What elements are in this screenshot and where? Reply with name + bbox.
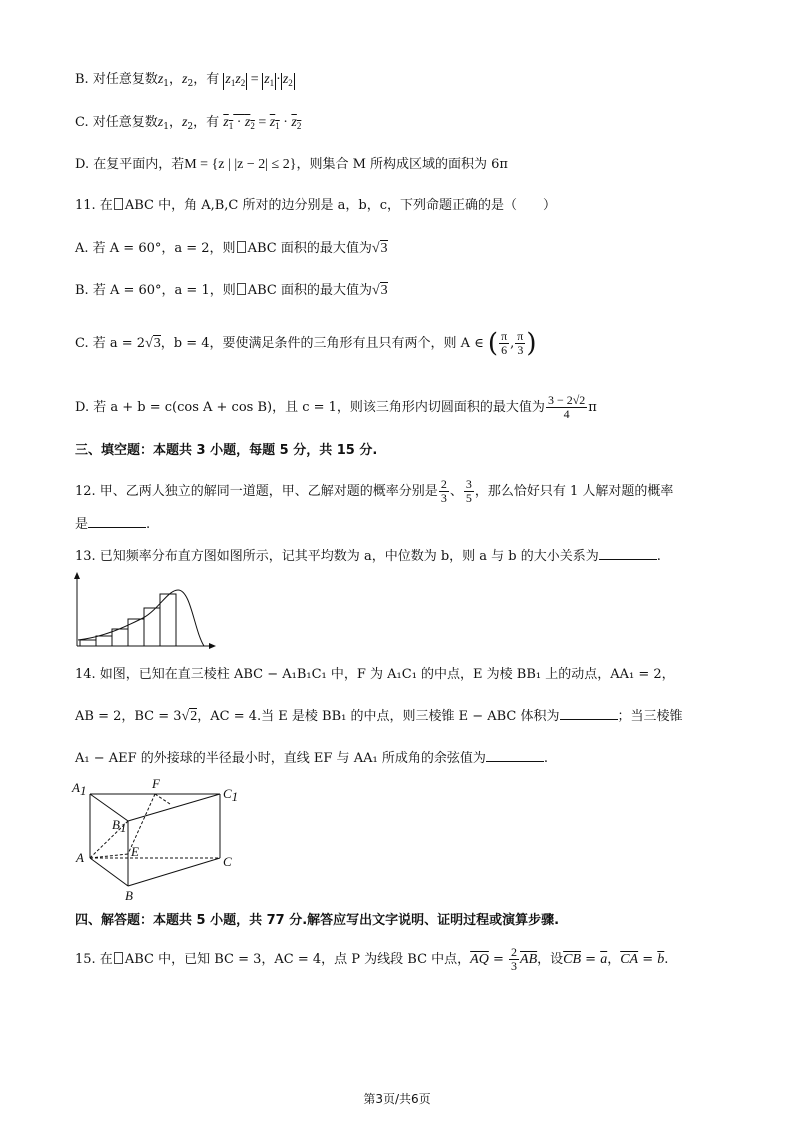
q12-text-a: 12. 甲、乙两人独立的解同一道题，甲、乙解对题的概率分别是	[75, 484, 438, 499]
q14-l3a: A₁ − AEF 的外接球的半径最小时，直线 EF 与 AA₁ 所成角的余弦值为	[75, 751, 486, 766]
label-f: F	[152, 776, 160, 791]
vector-ab: $\overline{AB}$	[520, 952, 538, 967]
y-axis-arrow-icon	[74, 572, 80, 579]
edge-b1-c1	[128, 794, 220, 821]
period: .	[543, 751, 548, 766]
option-d	[75, 155, 508, 175]
q11-text: ABC 中，角 A,B,C 所对的边分别是 a，b，c，下列命题正确的是（ ）	[124, 198, 556, 213]
pi: π	[588, 400, 597, 415]
frac-den: 3	[440, 491, 447, 505]
frac-den: 4	[563, 407, 570, 421]
option-c: C. 对任意复数$z_1$，$z_2$，有 $z_1 \cdot z_2 = z_1 \cdot z_2$	[75, 115, 302, 132]
vector-b: $\overline{b}$	[657, 952, 665, 967]
vector-aq: $\overline{AQ}$	[470, 952, 489, 967]
segment-a-e	[90, 854, 128, 858]
option-d-label: D. 在复平面内，若	[75, 157, 185, 172]
q12-line2	[75, 515, 150, 535]
sep: ，	[607, 952, 621, 967]
answer-blank[interactable]	[486, 749, 544, 762]
option-b-label: B. 对任意复数	[75, 72, 158, 87]
equals: =	[581, 952, 601, 967]
equals: =	[638, 952, 658, 967]
histogram-bar	[160, 594, 176, 646]
frac-num: π	[501, 329, 508, 343]
q12-text-b: ，那么恰好只有 1 人解对题的概率	[474, 484, 674, 499]
q13-stem: 13. 已知频率分布直方图如图所示，记其平均数为 a，中位数为 b，则 a 与 b 的大小关系为	[75, 549, 599, 564]
option-c-label: C. 对任意复数	[75, 115, 158, 130]
q15-stem: ABC 中，已知 BC = 3，AC = 4，点 P 为线段 BC 中点，	[124, 952, 471, 967]
x-axis-arrow-icon	[209, 643, 216, 649]
z2: z	[182, 72, 188, 87]
q11-option-c: C. 若 a = 2√3，b = 4，要使满足条件的三角形有且只有两个，则 A ∈ ( $\frac{\pi}{6}$ , $\frac{\pi}{3}$ )	[75, 328, 537, 359]
q11-option-b: B. 若 A = 60°，a = 1，则 ABC 面积的最大值为√3	[75, 283, 388, 298]
vector-a: $\overline{a}$	[600, 952, 608, 967]
opt-b-post: ABC 面积的最大值为	[247, 283, 372, 298]
sep: ，	[169, 72, 183, 87]
q14-l2a: AB = 2，BC = 3	[75, 709, 182, 724]
q11-option-d	[75, 394, 597, 421]
histogram-bar	[144, 608, 160, 646]
period: .	[656, 549, 661, 564]
option-d-tail: ，则集合 M 所构成区域的面积为 6π	[296, 157, 508, 172]
q12-line1	[75, 478, 673, 505]
triangle-symbol-icon	[237, 241, 246, 253]
q13-text	[75, 547, 661, 567]
triangle-symbol-icon	[114, 198, 123, 210]
option-b: B. 对任意复数$z_1$，$z_2$，有 $z_1z_2 = z_1 \cdot z_2$	[75, 72, 293, 89]
q14-root: 2	[190, 709, 198, 724]
z1: z	[157, 72, 164, 87]
have: ，有	[193, 72, 220, 87]
sep: 、	[449, 484, 463, 499]
frac-num: 3	[465, 477, 472, 491]
opt-c-mid: ，b = 4，要使满足条件的三角形有且只有两个，则 A ∈	[160, 336, 484, 351]
q14-l2c: ；当三棱锥	[617, 709, 683, 724]
set-m: M = {z | |z − 2| ≤ 2}	[184, 157, 297, 172]
page-footer: 第3页/共6页	[363, 1092, 431, 1106]
q12-text-c: 是	[75, 517, 89, 532]
period: .	[664, 952, 669, 967]
histogram-figure	[68, 570, 218, 655]
triangle-symbol-icon	[237, 283, 246, 295]
triangle-symbol-icon	[114, 952, 123, 964]
label-a1: A1	[72, 780, 87, 798]
modulus-expression: $z_1z_2 = z_1 \cdot z_2$	[225, 72, 293, 88]
q14-line1: 14. 如图，已知在直三棱柱 ABC − A₁B₁C₁ 中，F 为 A₁C₁ 的中点，E 为棱 BB₁ 上的动点，AA₁ = 2，	[75, 667, 675, 682]
equals: =	[250, 72, 259, 87]
histogram-bar	[128, 619, 144, 646]
opt-c-root: 3	[153, 336, 161, 351]
frac-num: 3 − 2√2	[547, 393, 586, 407]
label-b: B	[125, 888, 133, 903]
histogram-bar	[80, 640, 96, 646]
vector-cb: $\overline{CB}$	[563, 952, 582, 967]
opt-b-val: 3	[380, 283, 388, 298]
frac-num: π	[517, 329, 524, 343]
label-c: C	[223, 854, 232, 869]
edge-b-c	[128, 858, 220, 886]
q11-stem	[75, 196, 556, 216]
dot: ·	[276, 72, 281, 87]
section-4-heading: 四、解答题：本题共 5 小题，共 77 分.解答应写出文字说明、证明过程或演算步骤.	[75, 913, 560, 928]
histogram-bar	[112, 629, 128, 646]
label-b1: B1	[112, 817, 127, 835]
q15-text	[75, 946, 668, 973]
have: ，有	[193, 115, 220, 130]
answer-blank[interactable]	[88, 515, 146, 528]
frac-den: 3	[511, 959, 518, 973]
frac-den: 6	[501, 343, 508, 357]
histogram-bar	[96, 636, 112, 646]
label-c1: C1	[223, 786, 239, 804]
frac-den: 3	[517, 343, 524, 357]
answer-blank[interactable]	[560, 707, 618, 720]
q11-num: 11. 在	[75, 198, 113, 213]
answer-blank[interactable]	[599, 547, 657, 560]
label-a: A	[76, 850, 84, 865]
segment-f-a1	[155, 794, 170, 804]
opt-d-pre: D. 若 a + b = c(cos A + cos B)，且 c = 1，则该三角形内切圆面积的最大值为	[75, 400, 545, 415]
q14-line2: AB = 2，BC = 3√2，AC = 4.当 E 是棱 BB₁ 的中点，则三棱锥 E − ABC 体积为 ；当三棱锥	[75, 709, 683, 724]
section-3-heading: 三、填空题：本题共 3 小题，每题 5 分，共 15 分.	[75, 443, 378, 458]
frac-den: 5	[465, 491, 472, 505]
q15-set: ，设	[537, 952, 564, 967]
conjugate-expression: $z_1 \cdot z_2 = z_1 \cdot z_2$	[223, 115, 302, 131]
opt-a-pre: A. 若 A = 60°，a = 2，则	[75, 241, 236, 256]
opt-b-pre: B. 若 A = 60°，a = 1，则	[75, 283, 236, 298]
opt-c-pre: C. 若 a = 2	[75, 336, 146, 351]
edge-a1-b1	[90, 794, 128, 821]
opt-a-post: ABC 面积的最大值为	[247, 241, 372, 256]
vector-ca: $\overline{CA}$	[620, 952, 639, 967]
opt-a-val: 3	[380, 241, 388, 256]
q15-num: 15. 在	[75, 952, 113, 967]
prism-figure	[70, 776, 250, 906]
edge-a-b	[90, 858, 128, 886]
label-e: E	[131, 844, 139, 859]
q14-line3	[75, 749, 548, 769]
q11-option-a: A. 若 A = 60°，a = 2，则 ABC 面积的最大值为√3	[75, 241, 388, 256]
density-curve	[78, 590, 204, 646]
period: .	[146, 517, 151, 532]
equals: =	[488, 952, 509, 967]
q14-l2b: ，AC = 4.当 E 是棱 BB₁ 的中点，则三棱锥 E − ABC 体积为	[197, 709, 560, 724]
frac-num: 2	[440, 477, 447, 491]
frac-num: 2	[511, 945, 518, 959]
